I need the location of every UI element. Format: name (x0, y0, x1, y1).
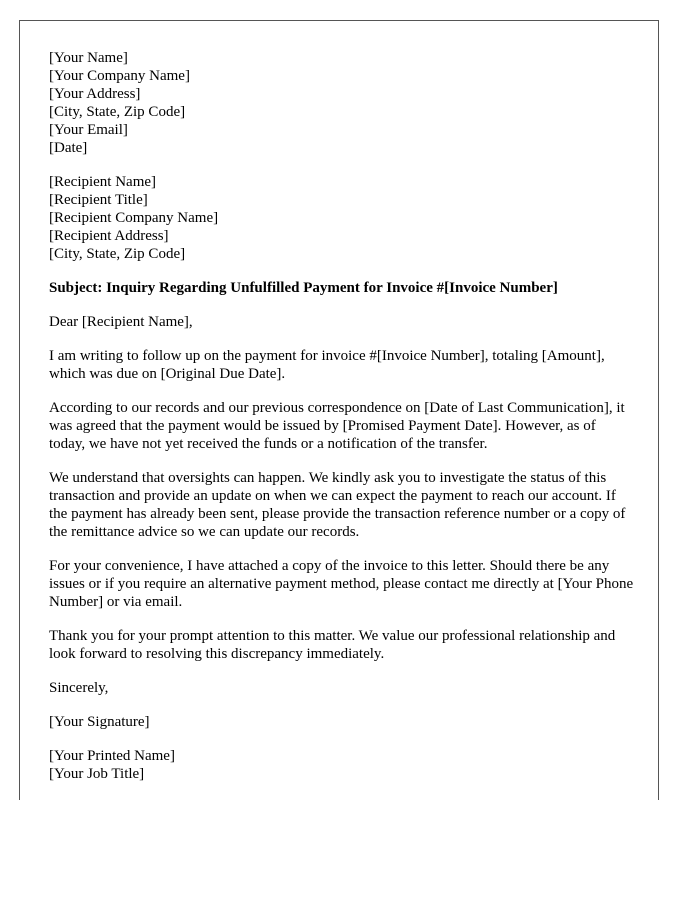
sender-block (49, 49, 634, 157)
body-paragraph-1: I am writing to follow up on the payment for invoice #[Invoice Number], totaling [Amount], which was due on [Original Due Date]. (49, 348, 605, 382)
recipient-block (49, 173, 634, 263)
recipient-city-state-zip: [City, State, Zip Code] (49, 246, 186, 262)
recipient-name: [Recipient Name] (49, 174, 157, 190)
recipient-company: [Recipient Company Name] (49, 210, 219, 226)
recipient-address: [Recipient Address] (49, 228, 169, 244)
sender-address: [Your Address] (49, 86, 141, 102)
sender-name: [Your Name] (49, 50, 128, 66)
body-paragraph-4: For your convenience, I have attached a copy of the invoice to this letter. Should there be any issues or if you require an alternative payment method, please contact me directly at [Your Phone Number] or via email. (49, 558, 634, 610)
subject-line: Subject: Inquiry Regarding Unfulfilled Payment for Invoice #[Invoice Number] (49, 280, 558, 296)
signoff-block (49, 747, 634, 783)
sender-city-state-zip: [City, State, Zip Code] (49, 104, 186, 120)
letter-content (49, 49, 634, 783)
recipient-title: [Recipient Title] (49, 192, 148, 208)
sender-email: [Your Email] (49, 122, 128, 138)
printed-name: [Your Printed Name] (49, 748, 175, 764)
job-title: [Your Job Title] (49, 766, 145, 782)
closing: Sincerely, (49, 680, 109, 696)
body-paragraph-3: We understand that oversights can happen. We kindly ask you to investigate the status of this transaction and provide an update on when we can expect the payment to reach our account. If the payment has already been sent, please provide the transaction reference number or a copy of the remittance advice so we can update our records. (49, 470, 626, 540)
letter-page (19, 20, 659, 800)
letter-date: [Date] (49, 140, 88, 156)
body-paragraph-2: According to our records and our previous correspondence on [Date of Last Communication], it was agreed that the payment would be issued by [Promised Payment Date]. However, as of today, we have not yet received the funds or a notification of the transfer. (49, 400, 625, 452)
salutation: Dear [Recipient Name], (49, 314, 193, 330)
body-paragraph-5: Thank you for your prompt attention to this matter. We value our professional relationship and look forward to resolving this discrepancy immediately. (49, 628, 616, 662)
signature: [Your Signature] (49, 714, 150, 730)
sender-company: [Your Company Name] (49, 68, 190, 84)
